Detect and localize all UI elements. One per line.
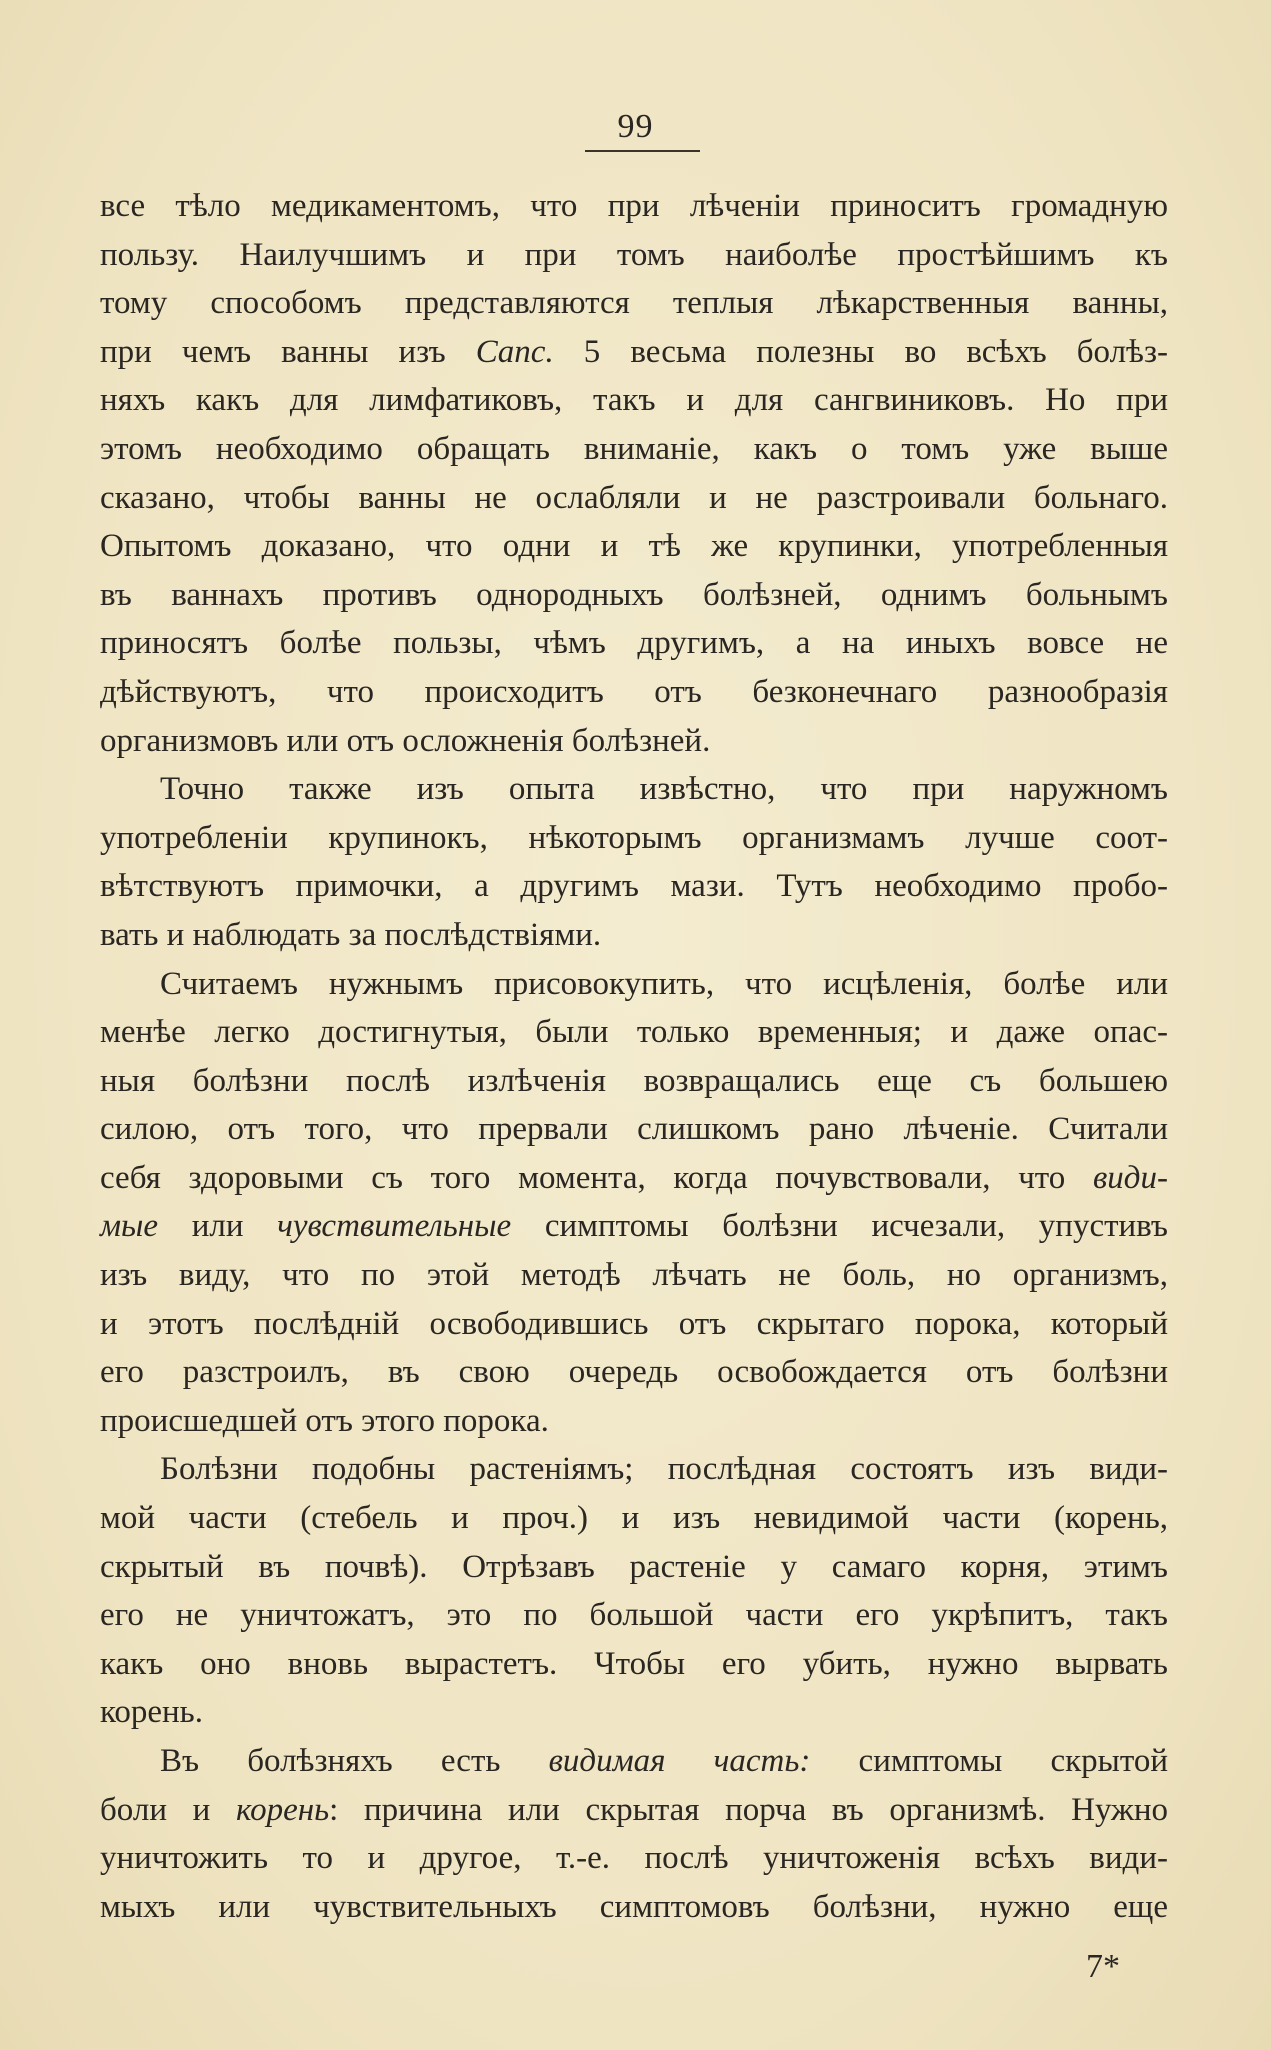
text-line	[100, 1008, 1168, 1057]
text-line	[100, 765, 1168, 814]
page-number: 99	[617, 108, 654, 145]
text-line	[100, 1494, 1168, 1543]
text-line	[100, 619, 1168, 668]
text-line	[100, 668, 1168, 717]
text-segment: все тѣло медикаментомъ, что при лѣченіи приноситъ громадную	[100, 188, 1168, 224]
text-line	[100, 1786, 1168, 1835]
text-segment: силою, отъ того, что прервали слишкомъ рано лѣченіе. Считали	[100, 1111, 1168, 1148]
text-segment: какъ оно вновь вырастетъ. Чтобы его убить, нужно вырвать	[100, 1645, 1168, 1682]
text-segment: 5 весьма полезны во всѣхъ болѣз-	[553, 333, 1168, 370]
text-line	[100, 1834, 1168, 1883]
text-segment: происшедшей отъ этого порока.	[100, 1402, 549, 1439]
text-segment: употребленіи крупинокъ, нѣкоторымъ организмамъ лучше соот-	[100, 819, 1168, 856]
text-line	[100, 1154, 1168, 1203]
italic-text: Canc.	[475, 333, 554, 370]
text-segment: или	[158, 1208, 278, 1245]
text-segment: приносятъ болѣе пользы, чѣмъ другимъ, а на иныхъ вовсе не	[100, 625, 1168, 662]
text-segment: пользу. Наилучшимъ и при томъ наиболѣе простѣйшимъ къ	[100, 236, 1168, 273]
body-text	[100, 182, 1168, 1931]
text-segment: мыхъ или чувствительныхъ симптомовъ болѣзни, нужно еще	[100, 1888, 1168, 1925]
text-line	[100, 425, 1168, 474]
text-segment: ныя болѣзни послѣ излѣченія возвращались еще съ большею	[100, 1062, 1168, 1099]
text-line	[100, 1883, 1168, 1932]
header-rule	[585, 150, 700, 152]
text-segment: организмовъ или отъ осложненія болѣзней.	[100, 722, 711, 759]
text-segment: Въ болѣзняхъ есть	[160, 1743, 549, 1779]
text-line	[100, 862, 1168, 911]
text-line	[100, 571, 1168, 620]
text-line	[100, 1348, 1168, 1397]
text-segment: при чемъ ванны изъ	[100, 333, 476, 370]
text-line	[100, 911, 1168, 960]
text-segment: въ ваннахъ противъ однородныхъ болѣзней, однимъ больнымъ	[100, 576, 1168, 613]
text-segment: мой части (стебель и проч.) и изъ невидимой части (корень,	[100, 1500, 1168, 1537]
italic-text: види-	[1092, 1159, 1168, 1196]
text-line	[100, 960, 1168, 1009]
text-line	[100, 376, 1168, 425]
text-segment: этомъ необходимо обращать вниманіе, какъ о томъ уже выше	[100, 430, 1168, 467]
text-line	[100, 1105, 1168, 1154]
text-line	[100, 1737, 1168, 1786]
text-segment: его разстроилъ, въ свою очередь освобождается отъ болѣзни	[100, 1354, 1168, 1391]
text-segment: менѣе легко достигнутыя, были только временныя; и даже опас-	[100, 1014, 1168, 1051]
text-line	[100, 814, 1168, 863]
text-segment: вать и наблюдать за послѣдствіями.	[100, 916, 602, 953]
text-segment: скрытый въ почвѣ). Отрѣзавъ растеніе у самаго корня, этимъ	[100, 1548, 1168, 1585]
text-line	[100, 1057, 1168, 1106]
italic-text: чувствительные	[277, 1208, 512, 1245]
text-segment: вѣтствуютъ примочки, а другимъ мази. Тутъ необходимо пробо-	[100, 868, 1168, 905]
text-segment: изъ виду, что по этой методѣ лѣчать не боль, но организмъ,	[100, 1257, 1168, 1294]
italic-text: видимая часть:	[548, 1743, 811, 1779]
text-segment: и этотъ послѣдній освободившись отъ скрытаго порока, который	[100, 1305, 1168, 1342]
text-line	[100, 231, 1168, 280]
text-segment: корень.	[100, 1694, 203, 1731]
text-segment: сказано, чтобы ванны не ослабляли и не разстроивали больнаго.	[100, 479, 1168, 516]
text-line	[100, 1397, 1168, 1446]
text-line	[100, 1251, 1168, 1300]
text-segment: няхъ какъ для лимфатиковъ, такъ и для сангвиниковъ. Но при	[100, 382, 1168, 419]
text-line	[100, 1202, 1168, 1251]
text-segment: уничтожить то и другое, т.-е. послѣ уничтоженія всѣхъ види-	[100, 1840, 1168, 1877]
text-line	[100, 328, 1168, 377]
text-line	[100, 1300, 1168, 1349]
text-segment: его не уничтожатъ, это по большой части его укрѣпитъ, такъ	[100, 1597, 1168, 1634]
text-segment: тому способомъ представляются теплыя лѣкарственныя ванны,	[100, 285, 1168, 322]
text-segment: : причина или скрытая порча въ организмѣ. Нужно	[329, 1791, 1168, 1828]
text-line	[100, 1640, 1168, 1689]
text-line	[100, 474, 1168, 523]
text-segment: Болѣзни подобны растеніямъ; послѣдная состоятъ изъ види-	[160, 1451, 1168, 1488]
text-line	[100, 1543, 1168, 1592]
italic-text: корень	[235, 1791, 330, 1828]
text-line	[100, 1591, 1168, 1640]
signature-mark: 7*	[1086, 1948, 1120, 1985]
text-segment: симптомы болѣзни исчезали, упустивъ	[511, 1208, 1168, 1245]
text-segment: Считаемъ нужнымъ присовокупить, что исцѣленія, болѣе или	[160, 965, 1168, 1002]
text-segment: Опытомъ доказано, что одни и тѣ же крупинки, употребленныя	[100, 528, 1168, 565]
text-line	[100, 717, 1168, 766]
text-line	[100, 1445, 1168, 1494]
text-line	[100, 1688, 1168, 1737]
italic-text: мые	[100, 1208, 159, 1245]
text-line	[100, 279, 1168, 328]
text-segment: дѣйствуютъ, что происходитъ отъ безконечнаго разнообразія	[100, 673, 1168, 710]
text-segment: симптомы скрытой	[810, 1743, 1168, 1779]
text-segment: боли и	[100, 1791, 236, 1828]
text-line	[100, 522, 1168, 571]
text-segment: себя здоровыми съ того момента, когда почувствовали, что	[100, 1159, 1093, 1196]
text-segment: Точно также изъ опыта извѣстно, что при наружномъ	[160, 771, 1168, 808]
text-line	[100, 182, 1168, 231]
